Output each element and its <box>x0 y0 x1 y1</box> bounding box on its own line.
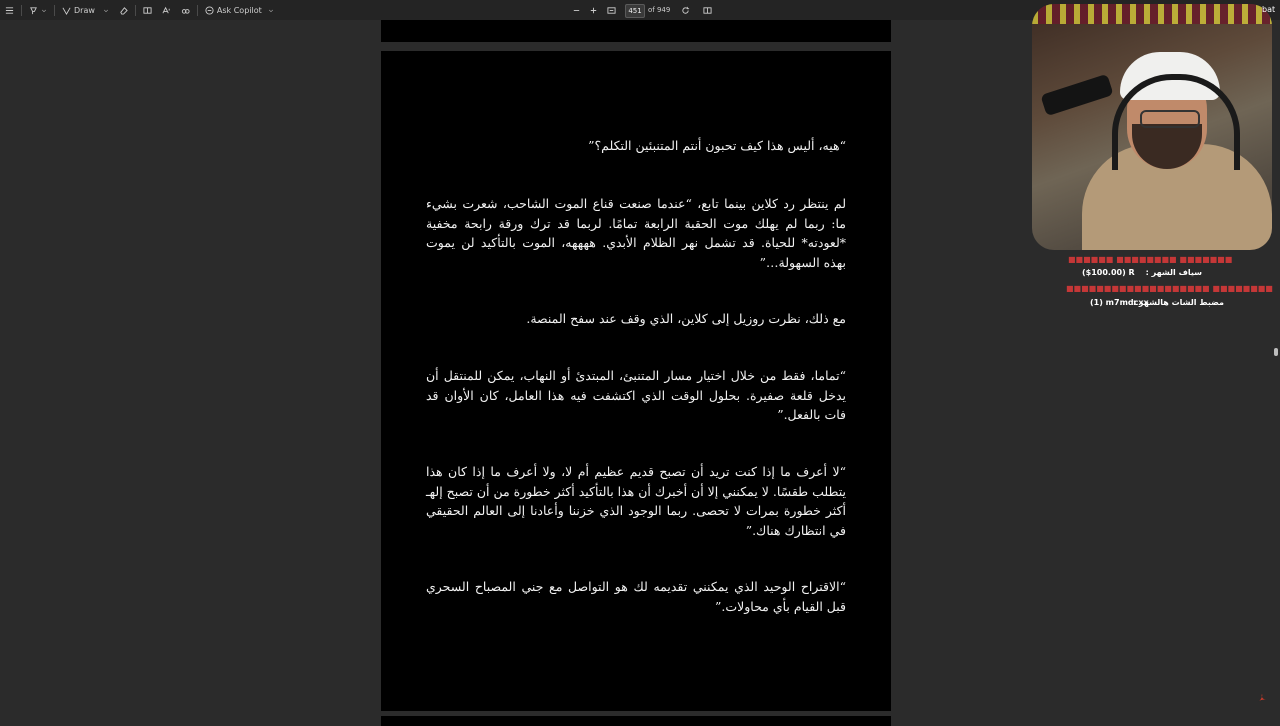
translate-button[interactable] <box>176 0 195 20</box>
paragraph: “لا أعرف ما إذا كنت تريد أن تصبح قديم عظيم أم لا، ولا أعرف ما إذا كان هذا يتطلب طقسًا. لا يمكنني إلا أن أخبرك أن هذا بالتأكيد أكثر خطورة من أن تصبح إلهـ أكثر خطورة بمرات لا تحصى. ربما الوجود الذي خزننا وأعادنا إلى العالم الحقيقي في انتظارك هناك.” <box>426 464 846 538</box>
page-number-input[interactable]: 451 <box>625 4 645 18</box>
overlay-ticker-red: ■■■■■■■ ■■■■■■■■ ■■■■■■ <box>1068 255 1233 264</box>
glasses <box>1140 110 1200 128</box>
overlay-month-sub-label: سياف الشهر : <box>1145 268 1202 277</box>
plus-icon <box>589 6 598 15</box>
overlay-chat-leader-label: مضبط الشات هالشهر : <box>1132 298 1224 307</box>
reader-view-icon <box>143 6 152 15</box>
translate-icon <box>181 6 190 15</box>
toolbar-divider <box>54 5 55 16</box>
toolbar-divider <box>197 5 198 16</box>
overlay-corner-text: bat <box>1262 5 1276 14</box>
previous-page <box>381 20 891 42</box>
paragraph: “الاقتراح الوحيد الذي يمكنني تقديمه لك هو التواصل مع جني المصباح السحري قبل القيام بأي محاولات.” <box>426 579 846 614</box>
draw-icon <box>62 6 71 15</box>
toolbar-divider <box>21 5 22 16</box>
string-lights <box>1032 4 1272 24</box>
overlay-ticker-red-2: ■■■■■■■■ ■■■■■■■■■■■■■■■■■■■ <box>1066 284 1273 293</box>
next-page <box>381 716 891 726</box>
scrollbar-thumb[interactable] <box>1274 348 1278 356</box>
list-icon <box>5 6 14 15</box>
highlight-button[interactable] <box>24 0 52 20</box>
microphone <box>1040 74 1113 117</box>
fit-page-button[interactable] <box>602 0 621 20</box>
two-page-icon <box>703 6 712 15</box>
pdf-icon <box>1256 692 1268 704</box>
chevron-down-icon <box>103 6 109 15</box>
zoom-in-button[interactable] <box>584 0 603 20</box>
toolbar-divider <box>135 5 136 16</box>
eraser-icon <box>119 6 128 15</box>
ask-copilot-label: Ask Copilot <box>216 5 262 15</box>
fit-width-icon <box>607 6 616 15</box>
copilot-icon <box>205 6 214 15</box>
paragraph: لم ينتظر رد كلاين بينما تابع، “عندما صنعت قناع الموت الشاحب، شعرت بشيء ما: ربما لم يهلك موت الحقبة الرابعة تمامًا. لربما قد ترك ورقة رابحة مخفية *لعودته* للحياة. قد تشمل نهر الظلام الأبدي. ههههه، الموت بالتأكيد لن يموت بهذه السهولة…” <box>426 196 846 270</box>
chevron-down-icon <box>41 6 47 15</box>
read-aloud-button[interactable] <box>157 0 176 20</box>
page-count: of 949 <box>648 6 671 14</box>
overlay-month-sub-value: ($100.00) R <box>1082 268 1135 277</box>
overlay-chat-leader-value: (1) m7mdcxx <box>1090 298 1149 307</box>
chevron-down-icon <box>268 6 274 15</box>
read-aloud-icon <box>162 6 171 15</box>
draw-button[interactable] <box>57 0 114 20</box>
paragraph: “تماما، فقط من خلال اختيار مسار المتنبئ، المبتدئ أو النهاب، يمكن للمنتقل أن يدخل قلعة صفيرة. بحلول الوقت الذي اكتشفت فيه هذا العامل، كان الأوان قد فات بالفعل.” <box>426 368 846 422</box>
webcam-feed <box>1032 4 1272 250</box>
rotate-button[interactable] <box>676 0 695 20</box>
contents-button[interactable] <box>0 0 19 20</box>
highlighter-icon <box>29 6 38 15</box>
draw-label: Draw <box>74 5 95 15</box>
pdf-page <box>381 51 891 711</box>
view-button[interactable] <box>138 0 157 20</box>
erase-button[interactable] <box>114 0 133 20</box>
minus-icon <box>572 6 581 15</box>
paragraph: “هيه، أليس هذا كيف تحبون أنتم المتنبئين التكلم؟” <box>588 138 846 153</box>
rotate-icon <box>681 6 690 15</box>
ask-copilot-button[interactable] <box>200 0 279 20</box>
page-view-button[interactable] <box>698 0 717 20</box>
paragraph: مع ذلك، نظرت روزيل إلى كلاين، الذي وقف عند سفح المنصة. <box>526 311 846 326</box>
